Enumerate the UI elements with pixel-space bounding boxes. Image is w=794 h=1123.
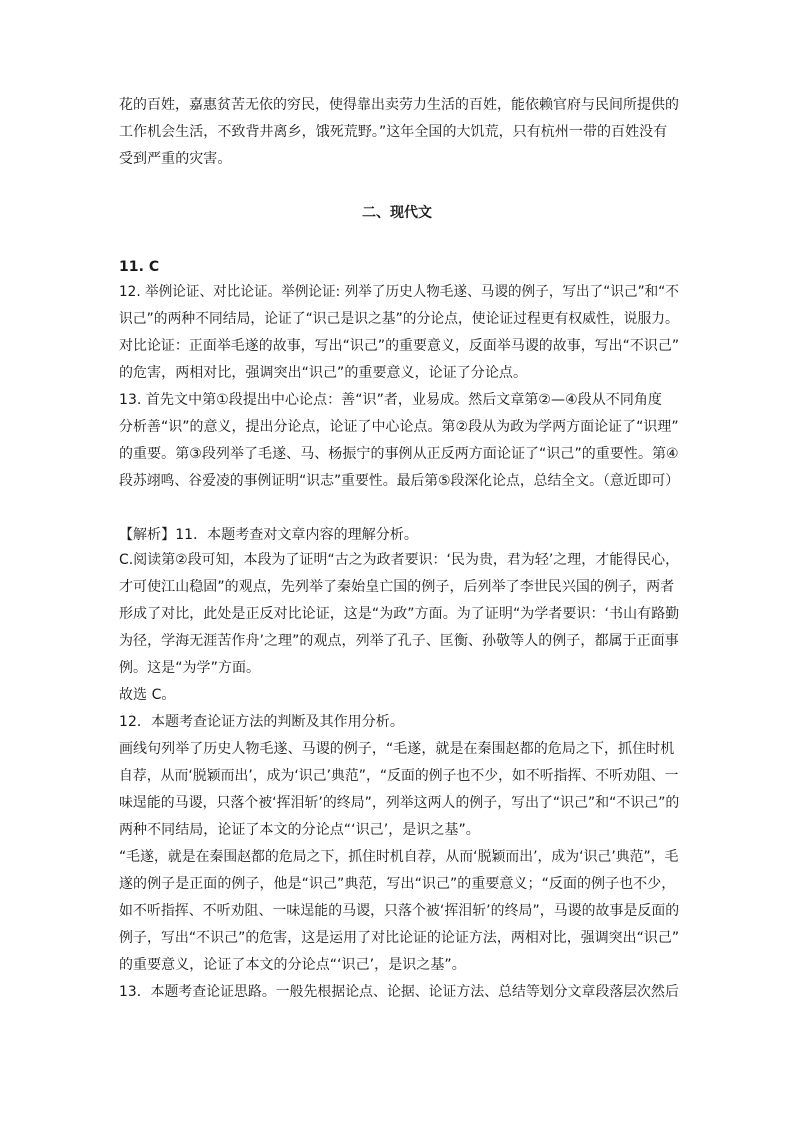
answer-line: 13. 首先文中第①段提出中心论点：善“识”者，业易成。然后文章第②—④段从不同角度: [119, 392, 662, 408]
analysis-line: 故选 C。: [119, 687, 176, 703]
analysis-line: C.阅读第②段可知，本段为了证明“古之为政者要识：‘民为贵，君为轻’之理，才能得民心，: [119, 552, 680, 568]
analysis-line: 12．本题考查论证方法的判断及其作用分析。: [119, 714, 404, 730]
analysis-line: 味逞能的马谡，只落个被‘挥泪斩’的终局”，列举这两人的例子，写出了“识己”和“不识己”的: [119, 795, 680, 811]
passage-line: 工作机会生活，不致背井离乡，饿死荒野。”这年全国的大饥荒，只有杭州一带的百姓没有: [119, 124, 668, 140]
section-title: 二、现代文: [362, 205, 432, 221]
analysis-line: 例子，写出“不识己”的危害，这是运用了对比论证的论证方法，两相对比，强调突出“识己”: [119, 930, 680, 946]
analysis-line: 形成了对比，此处是正反对比论证，这是“为政”方面。为了证明“为学者要识：‘书山有路勤: [119, 606, 680, 622]
analysis-line: 如不听指挥、不听劝阻、一味逞能的马谡，只落个被‘挥泪斩’的终局”，马谡的故事是反面的: [119, 903, 680, 919]
analysis-line: 为径，学海无涯苦作舟’之理”的观点，列举了孔子、匡衡、孙敬等人的例子，都属于正面事: [119, 633, 679, 649]
answer-line: 12. 举例论证、对比论证。举例论证: 列举了历史人物毛遂、马谡的例子，写出了“识己”和“不: [119, 284, 679, 300]
answer-line: 的危害，两相对比，强调突出“识己”的重要意义，论证了分论点。: [119, 365, 528, 381]
analysis-line: 画线句列举了历史人物毛遂、马谡的例子，“毛遂，就是在秦围赵都的危局之下，抓住时机: [119, 741, 675, 757]
analysis-line: 【解析】11．本题考查对文章内容的理解分析。: [119, 527, 418, 543]
analysis-line: 的重要意义，论证了本文的分论点“‘识己’，是识之基”。: [119, 957, 466, 973]
answer-line: 11. C: [119, 259, 160, 275]
passage-line: 花的百姓，嘉惠贫苦无依的穷民，使得靠出卖劳力生活的百姓，能依赖官府与民间所提供的: [119, 97, 679, 113]
analysis-line: 两种不同结局，论证了本文的分论点“‘识己’，是识之基”。: [119, 822, 480, 838]
analysis-line: 遂的例子是正面的例子，他是“识己”典范，写出“识己”的重要意义；“反面的例子也不少，: [119, 876, 676, 892]
answer-line: 识己”的两种不同结局，论证了“识己是识之基”的分论点，使论证过程更有权威性，说服力。: [119, 311, 679, 327]
answer-line: 对比论证：正面举毛遂的故事，写出“识己”的重要意义，反面举马谡的故事，写出“不识己”: [119, 338, 680, 354]
analysis-line: 例。这是“为学”方面。: [119, 660, 261, 676]
analysis-line: “毛遂，就是在秦围赵都的危局之下，抓住时机自荐，从而‘脱颖而出’，成为‘识己’典范”，毛: [119, 849, 679, 865]
answer-line: 的重要。第③段列举了毛遂、马、杨振宁的事例从正反两方面论证了“识己”的重要性。第④: [119, 446, 679, 462]
passage-line: 受到严重的灾害。: [119, 151, 232, 167]
analysis-line: 才可使江山稳固”的观点，先列举了秦始皇亡国的例子，后列举了李世民兴国的例子，两者: [119, 579, 675, 595]
answer-line: 分析善“识”的意义，提出分论点，论证了中心论点。第②段从为政为学两方面论证了“识理”: [119, 419, 679, 435]
analysis-line: 13．本题考查论证思路。一般先根据论点、论据、论证方法、总结等划分文章段落层次然后: [119, 984, 679, 1000]
analysis-line: 自荐，从而‘脱颖而出’，成为‘识己’典范”，“反面的例子也不少，如不听指挥、不听劝阻、一: [119, 768, 679, 784]
answer-line: 段苏翊鸣、谷爱凌的事例证明“识志”重要性。最后第⑤段深化论点，总结全文。（意近即可）: [119, 473, 680, 489]
